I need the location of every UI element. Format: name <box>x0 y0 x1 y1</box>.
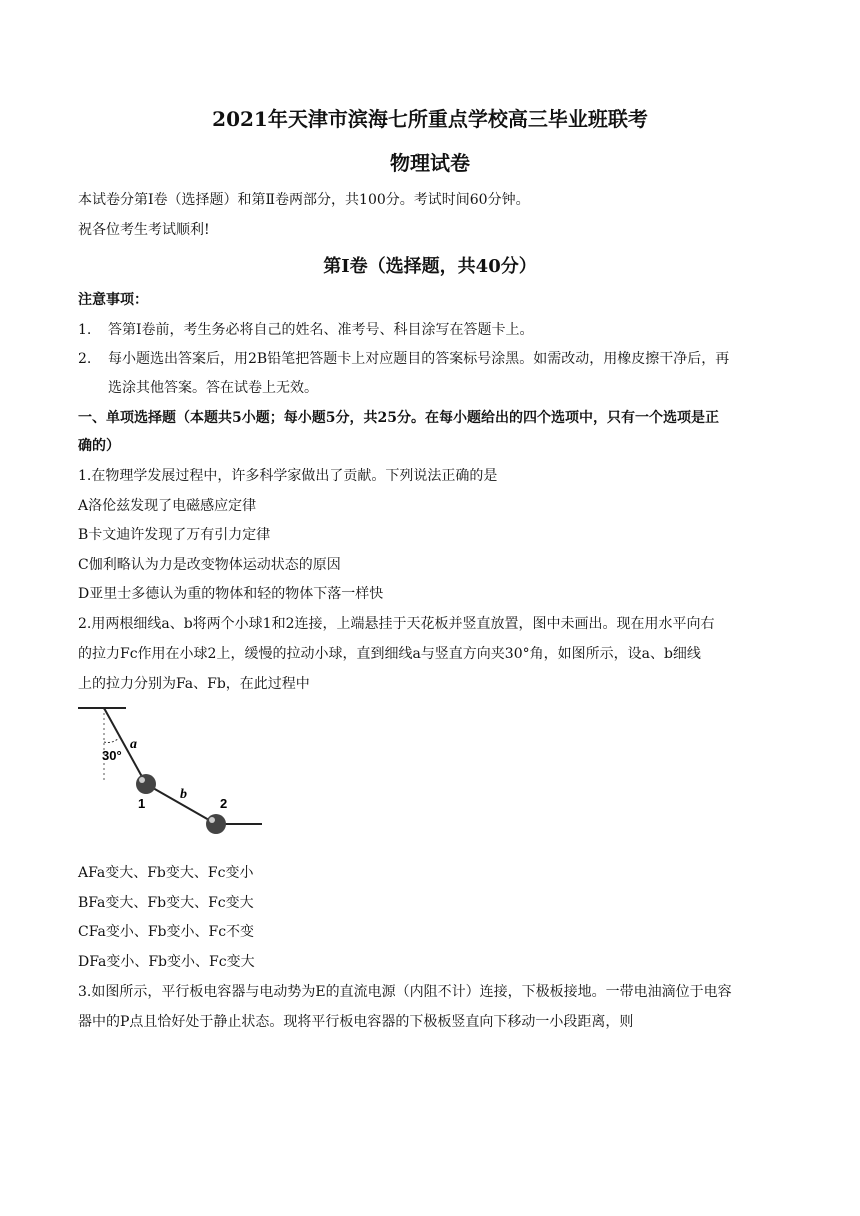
notice-item <box>78 320 790 340</box>
intro-line-2: 祝各位考生考试顺利! <box>78 222 210 238</box>
q3-stem-2: 器中的P点且恰好处于静止状态。现将平行板电容器的下极板竖直向下移动一小段距离，则 <box>78 1014 634 1030</box>
string-b-label: b <box>180 787 187 802</box>
angle-label: 30° <box>102 748 122 763</box>
q3-stem-1: 3.如图所示，平行板电容器与电动势为E的直流电源（内阻不计）连接，下极板接地。一带电油滴位于电容 <box>78 984 732 1000</box>
notice-number: 2. <box>78 351 92 367</box>
intro-line-1: 本试卷分第Ⅰ卷（选择题）和第Ⅱ卷两部分，共100分。考试时间60分钟。 <box>78 192 530 208</box>
angle-arc <box>104 738 119 743</box>
q2-option-c: CFa变小、Fb变小、Fc不变 <box>78 924 255 940</box>
notice-text: 答第Ⅰ卷前，考生务必将自己的姓名、准考号、科目涂写在答题卡上。 <box>108 322 534 338</box>
part-heading: 一、单项选择题（本题共5小题；每小题5分，共25分。在每小题给出的四个选项中，只有一个选项是正 <box>78 410 719 426</box>
pendulum-figure <box>76 702 266 842</box>
q1-option-a: A洛伦兹发现了电磁感应定律 <box>78 498 257 514</box>
q2-stem-2: 的拉力Fc作用在小球2上，缓慢的拉动小球，直到细线a与竖直方向夹30°角，如图所示，设a、b细线 <box>78 646 701 662</box>
notice-number: 1. <box>78 322 92 338</box>
ball-2 <box>206 814 226 834</box>
ball-1 <box>136 774 156 794</box>
notice-continuation: 选涂其他答案。答在试卷上无效。 <box>108 380 318 396</box>
notice-item <box>78 349 790 369</box>
part-heading-cont: 确的） <box>78 438 120 454</box>
ball-1-highlight <box>139 777 145 783</box>
string-a-label: a <box>130 737 137 752</box>
ball-1-label: 1 <box>138 796 146 811</box>
string-a <box>104 708 146 784</box>
q2-option-d: DFa变小、Fb变小、Fc变大 <box>78 954 255 970</box>
q2-stem-3: 上的拉力分别为Fa、Fb，在此过程中 <box>78 676 310 692</box>
q1-option-b: B卡文迪许发现了万有引力定律 <box>78 527 271 543</box>
notice-text: 每小题选出答案后，用2B铅笔把答题卡上对应题目的答案标号涂黑。如需改动，用橡皮擦干净后，再 <box>108 351 730 367</box>
ball-2-label: 2 <box>220 796 228 811</box>
q1-stem: 1.在物理学发展过程中，许多科学家做出了贡献。下列说法正确的是 <box>78 468 498 484</box>
q2-option-a: AFa变大、Fb变大、Fc变小 <box>78 865 254 881</box>
q1-option-c: C伽利略认为力是改变物体运动状态的原因 <box>78 557 341 573</box>
q1-option-d: D亚里士多德认为重的物体和轻的物体下落一样快 <box>78 586 384 602</box>
notice-title: 注意事项： <box>78 292 148 308</box>
q2-stem-1: 2.用两根细线a、b将两个小球1和2连接，上端悬挂于天花板并竖直放置，图中未画出。现在用水平向右 <box>78 616 715 632</box>
exam-title: 2021年天津市滨海七所重点学校高三毕业班联考 <box>212 107 648 131</box>
q2-option-b: BFa变大、Fb变大、Fc变大 <box>78 895 254 911</box>
exam-subtitle: 物理试卷 <box>390 151 470 175</box>
section-title: 第Ⅰ卷（选择题，共40分） <box>323 256 537 277</box>
ball-2-highlight <box>209 817 215 823</box>
